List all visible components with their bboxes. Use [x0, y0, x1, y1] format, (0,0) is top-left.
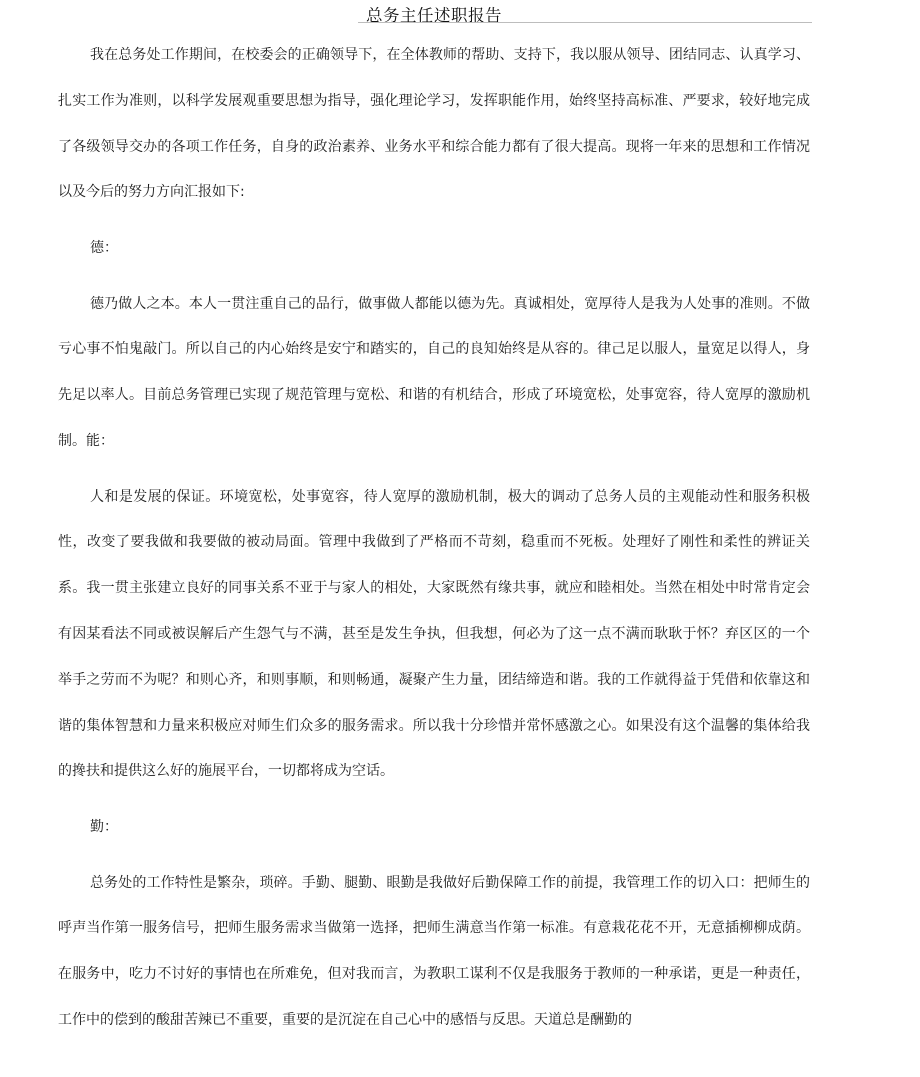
title-underline	[358, 22, 812, 23]
document-body	[58, 33, 810, 1054]
paragraph-neng: 人和是发展的保证。环境宽松，处事宽容，待人宽厚的激励机制，极大的调动了总务人员的主观能动性和服务积极性，改变了要我做和我要做的被动局面。管理中我做到了严格而不苛刻，稳重而不死板。处理好了刚性和柔性的辨证关系。我一贯主张建立良好的同事关系不亚于与家人的相处，大家既然有缘共事，就应和睦相处。当然在相处中时常肯定会有因某看法不同或被误解后产生怨气与不满，甚至是发生争执，但我想，何必为了这一点不满而耿耿于怀？弃区区的一个举手之劳而不为呢？和则心齐，和则事顺，和则畅通，凝聚产生力量，团结缔造和谐。我的工作就得益于凭借和依靠这和谐的集体智慧和力量来积极应对师生们众多的服务需求。所以我十分珍惜并常怀感激之心。如果没有这个温馨的集体给我的搀扶和提供这么好的施展平台，一切都将成为空话。	[58, 488, 810, 780]
section-heading-qin: 勤：	[90, 818, 118, 835]
paragraph-qin: 总务处的工作特性是繁杂，琐碎。手勤、腿勤、眼勤是我做好后勤保障工作的前提，我管理工作的切入口：把师生的呼声当作第一服务信号，把师生服务需求当做第一选择，把师生满意当作第一标准。有意栽花花不开，无意插柳柳成荫。在服务中，吃力不讨好的事情也在所难免，但对我而言，为教职工谋利不仅是我服务于教师的一种承诺，更是一种责任，工作中的偿到的酸甜苦辣已不重要，重要的是沉淀在自己心中的感悟与反思。天道总是酬勤的	[58, 874, 810, 1028]
paragraph-de: 德乃做人之本。本人一贯注重自己的品行，做事做人都能以德为先。真诚相处，宽厚待人是我为人处事的准则。不做亏心事不怕鬼敲门。所以自己的内心始终是安宁和踏实的，自己的良知始终是从容的。律己足以服人，量宽足以得人，身先足以率人。目前总务管理已实现了规范管理与宽松、和谐的有机结合，形成了环境宽松，处事宽容，待人宽厚的激励机制。能：	[58, 295, 810, 449]
paragraph-intro: 我在总务处工作期间，在校委会的正确领导下，在全体教师的帮助、支持下，我以服从领导、团结同志、认真学习、扎实工作为准则，以科学发展观重要思想为指导，强化理论学习，发挥职能作用，始终坚持高标准、严要求，较好地完成了各级领导交办的各项工作任务，自身的政治素养、业务水平和综合能力都有了很大提高。现将一年来的思想和工作情况以及今后的努力方向汇报如下:	[58, 47, 810, 201]
section-heading-de: 德：	[90, 239, 118, 256]
document-title: 总务主任述职报告	[366, 6, 502, 25]
